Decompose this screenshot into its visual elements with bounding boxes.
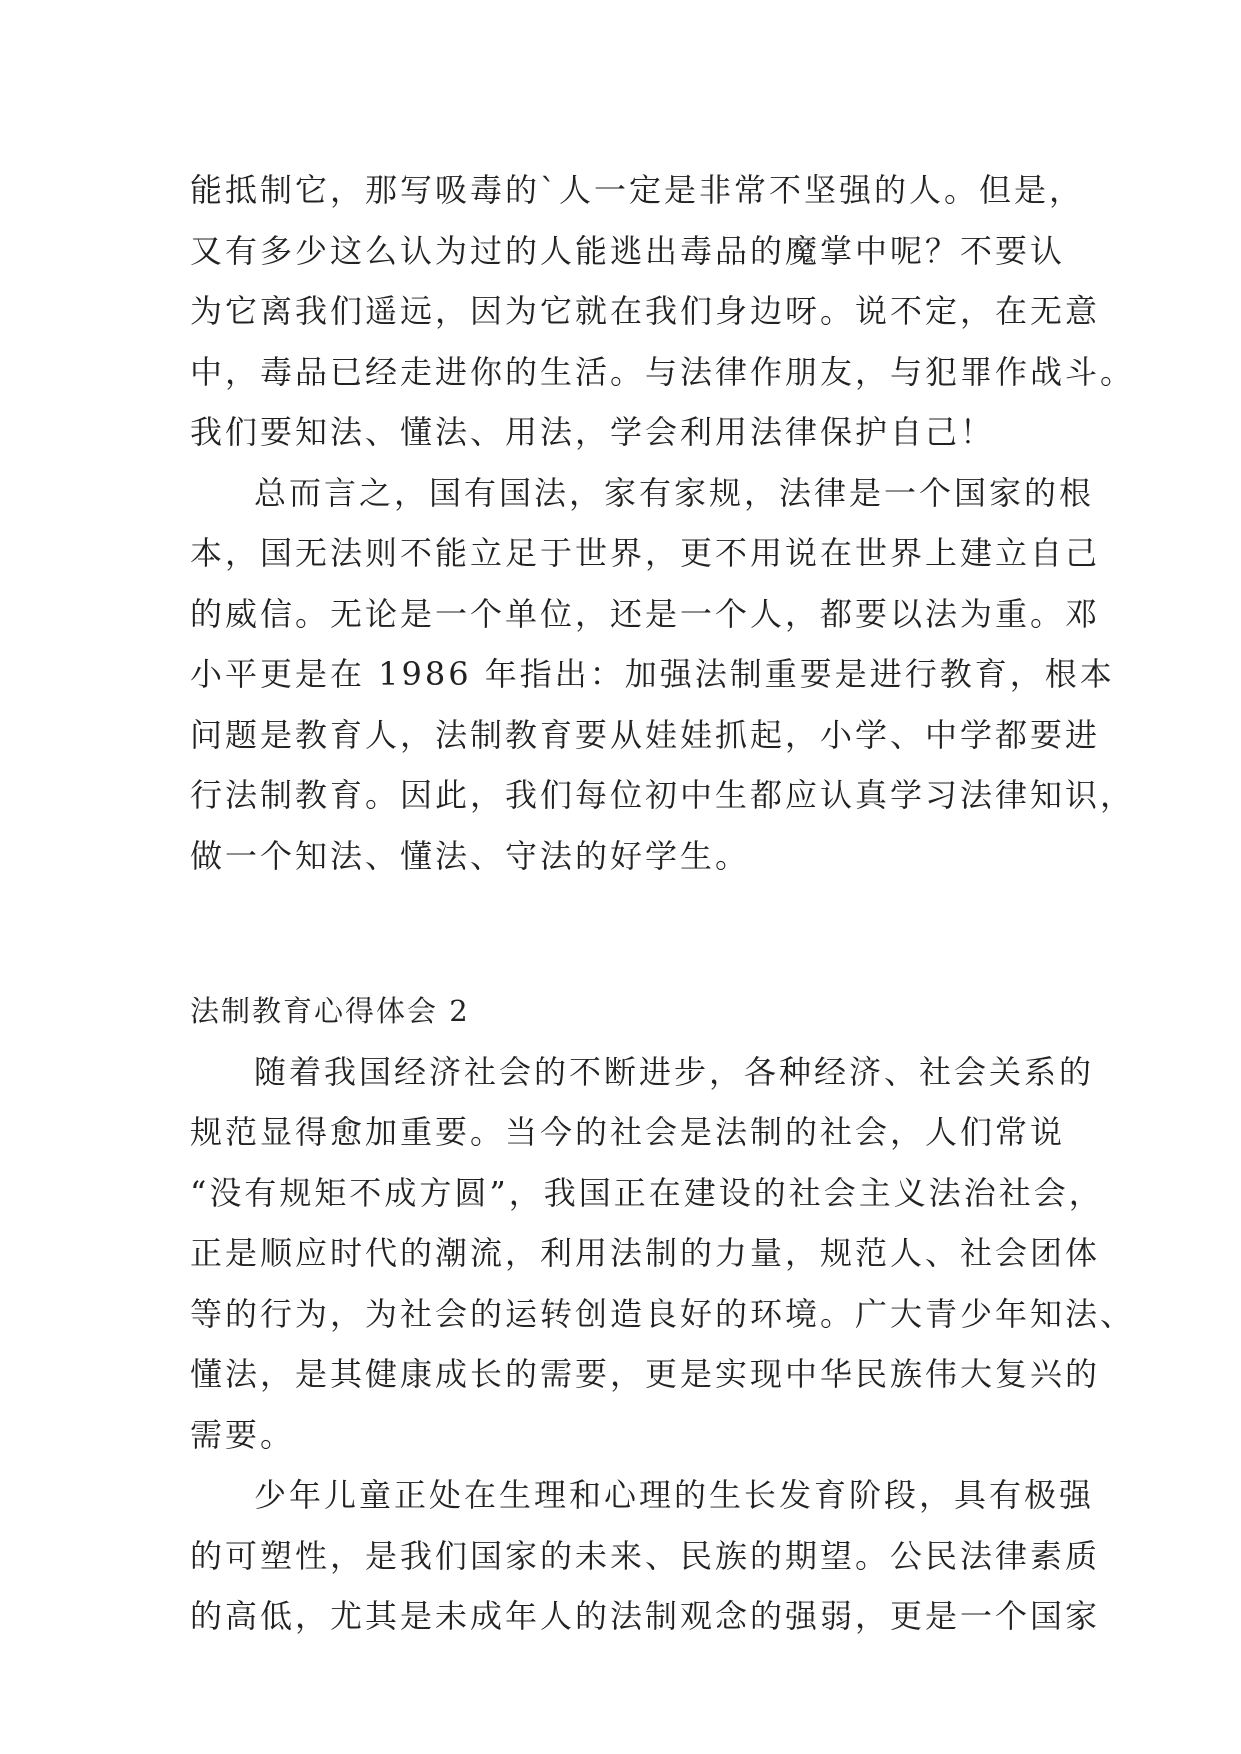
text-line: 的高低，尤其是未成年人的法制观念的强弱，更是一个国家 <box>190 1597 1101 1635</box>
text-line: 总而言之，国有国法，家有家规，法律是一个国家的根 <box>254 473 1095 512</box>
text-line: 随着我国经济社会的不断进步，各种经济、社会关系的 <box>254 1052 1095 1091</box>
text-line: 为它离我们遥远，因为它就在我们身边呀。说不定，在无意 <box>190 292 1101 330</box>
section-heading: 法制教育心得体会 2 <box>190 994 470 1028</box>
text-line: 做一个知法、懂法、守法的好学生。 <box>190 836 751 875</box>
text-line: 懂法，是其健康成长的需要，更是实现中华民族伟大复兴的 <box>190 1355 1101 1393</box>
section-spacer <box>190 886 1060 981</box>
text-line: 的威信。无论是一个单位，还是一个人，都要以法为重。邓 <box>190 594 1101 633</box>
text-line: 少年儿童正处在生理和心理的生长发育阶段，具有极强 <box>254 1476 1095 1514</box>
paragraph-s1p2 <box>190 463 1136 887</box>
text-line: 行法制教育。因此，我们每位初中生都应认真学习法律知识， <box>190 776 1136 814</box>
paragraph-s1p1 <box>190 160 1136 463</box>
text-line: 能抵制它，那写吸毒的`人一定是非常不坚强的人。但是， <box>190 171 1085 209</box>
document-page <box>190 160 1136 1647</box>
text-line: “没有规矩不成方圆”，我国正在建设的社会主义法治社会， <box>190 1173 1104 1212</box>
text-line: 正是顺应时代的潮流，利用法制的力量，规范人、社会团体 <box>190 1234 1101 1272</box>
text-line: 等的行为，为社会的运转创造良好的环境。广大青少年知法、 <box>190 1294 1136 1333</box>
text-line: 的可塑性，是我们国家的未来、民族的期望。公民法律素质 <box>190 1536 1101 1575</box>
paragraph-s2p2 <box>190 1465 1101 1647</box>
text-line: 小平更是在 1986 年指出：加强法制重要是进行教育，根本 <box>190 655 1115 693</box>
text-line: 本，国无法则不能立足于世界，更不用说在世界上建立自己 <box>190 534 1101 572</box>
text-line: 我们要知法、懂法、用法，学会利用法律保护自己！ <box>190 413 996 451</box>
text-line: 中，毒品已经走进你的生活。与法律作朋友，与犯罪作战斗。 <box>190 352 1136 391</box>
text-line: 问题是教育人，法制教育要从娃娃抓起，小学、中学都要进 <box>190 715 1101 754</box>
text-line: 又有多少这么认为过的人能逃出毒品的魔掌中呢？不要认 <box>190 231 1066 270</box>
text-line: 需要。 <box>190 1415 296 1454</box>
paragraph-s2p1 <box>190 1042 1136 1466</box>
text-line: 规范显得愈加重要。当今的社会是法制的社会，人们常说 <box>190 1113 1066 1151</box>
